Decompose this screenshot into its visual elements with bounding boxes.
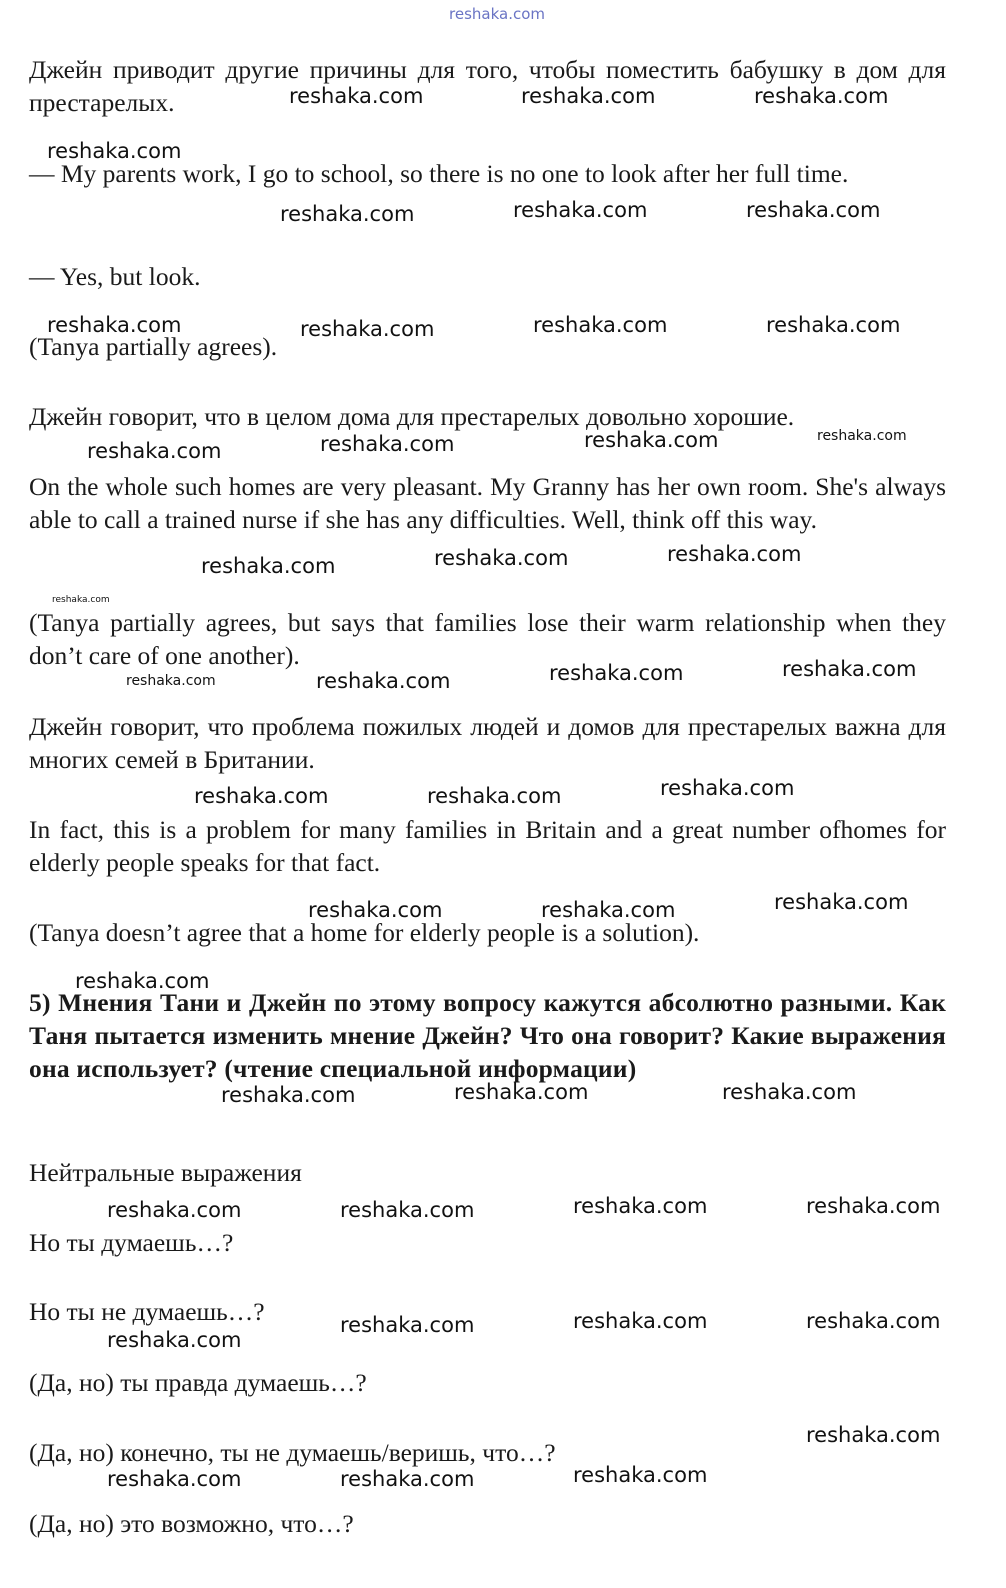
watermark: reshaka.com xyxy=(754,84,889,108)
watermark: reshaka.com xyxy=(340,1313,475,1337)
watermark: reshaka.com xyxy=(280,202,415,226)
watermark: reshaka.com xyxy=(75,969,210,993)
watermark: reshaka.com xyxy=(746,198,881,222)
expression-item: Но ты не думаешь…? xyxy=(29,1297,265,1326)
paragraph-jane-homes-good: Джейн говорит, что в целом дома для престарелых довольно хорошие. xyxy=(29,402,795,431)
watermark: reshaka.com xyxy=(533,313,668,337)
paragraph-tanya-partially-agrees: (Tanya partially agrees). xyxy=(29,332,278,361)
watermark: reshaka.com xyxy=(774,890,909,914)
watermark: reshaka.com xyxy=(521,84,656,108)
watermark: reshaka.com xyxy=(806,1423,941,1447)
paragraph-neutral-expressions: Нейтральные выражения xyxy=(29,1158,302,1187)
watermark: reshaka.com xyxy=(289,84,424,108)
watermark: reshaka.com xyxy=(47,313,182,337)
watermark: reshaka.com xyxy=(541,898,676,922)
paragraph-jane-reasons: Джейн приводит другие причины для того, чтобы поместить бабушку в дом для престарелых. xyxy=(29,55,946,117)
watermark: reshaka.com xyxy=(47,139,182,163)
watermark: reshaka.com xyxy=(52,595,110,605)
watermark: reshaka.com xyxy=(194,784,329,808)
watermark: reshaka.com xyxy=(300,317,435,341)
watermark: reshaka.com xyxy=(340,1467,475,1491)
watermark: reshaka.com xyxy=(449,5,545,23)
paragraph-homes-pleasant: On the whole such homes are very pleasant. My Granny has her own room. She's always able to call a trained nurse if she has any difficulties. Well, think off this way. xyxy=(29,472,946,534)
watermark: reshaka.com xyxy=(340,1198,475,1222)
paragraph-parents-work: — My parents work, I go to school, so there is no one to look after her full time. xyxy=(29,159,849,188)
watermark: reshaka.com xyxy=(201,554,336,578)
watermark: reshaka.com xyxy=(126,673,216,689)
watermark: reshaka.com xyxy=(434,546,569,570)
task-heading: 5) Мнения Тани и Джейн по этому вопросу кажутся абсолютно разными. Как Таня пытается изменить мнение Джейн? Что она говорит? Какие выражения она использует? (чтение специальной информации) xyxy=(29,988,946,1083)
watermark: reshaka.com xyxy=(427,784,562,808)
watermark: reshaka.com xyxy=(107,1198,242,1222)
watermark: reshaka.com xyxy=(87,439,222,463)
watermark: reshaka.com xyxy=(513,198,648,222)
watermark: reshaka.com xyxy=(221,1083,356,1107)
watermark: reshaka.com xyxy=(573,1194,708,1218)
watermark: reshaka.com xyxy=(584,428,719,452)
watermark: reshaka.com xyxy=(107,1467,242,1491)
watermark: reshaka.com xyxy=(782,657,917,681)
watermark: reshaka.com xyxy=(573,1309,708,1333)
paragraph-tanya-disagrees: (Tanya doesn’t agree that a home for elderly people is a solution). xyxy=(29,918,700,947)
expression-item: (Да, но) конечно, ты не думаешь/веришь, что…? xyxy=(29,1438,556,1467)
watermark: reshaka.com xyxy=(722,1080,857,1104)
watermark: reshaka.com xyxy=(817,428,907,444)
watermark: reshaka.com xyxy=(766,313,901,337)
watermark: reshaka.com xyxy=(806,1194,941,1218)
watermark: reshaka.com xyxy=(549,661,684,685)
watermark: reshaka.com xyxy=(573,1463,708,1487)
watermark: reshaka.com xyxy=(667,542,802,566)
watermark: reshaka.com xyxy=(107,1328,242,1352)
expression-item: (Да, но) ты правда думаешь…? xyxy=(29,1368,367,1397)
watermark: reshaka.com xyxy=(806,1309,941,1333)
watermark: reshaka.com xyxy=(308,898,443,922)
expression-item: Но ты думаешь…? xyxy=(29,1228,234,1257)
watermark: reshaka.com xyxy=(320,432,455,456)
expression-item: (Да, но) это возможно, что…? xyxy=(29,1509,354,1538)
paragraph-jane-problem: Джейн говорит, что проблема пожилых людей и домов для престарелых важна для многих семей в Британии. xyxy=(29,712,946,774)
paragraph-in-fact: In fact, this is a problem for many families in Britain and a great number ofhomes for elderly people speaks for that fact. xyxy=(29,815,946,877)
paragraph-tanya-families: (Tanya partially agrees, but says that families lose their warm relationship when they don’t care of one another). xyxy=(29,608,946,670)
watermark: reshaka.com xyxy=(660,776,795,800)
watermark: reshaka.com xyxy=(316,669,451,693)
paragraph-yes-but-look: — Yes, but look. xyxy=(29,262,201,291)
watermark: reshaka.com xyxy=(454,1080,589,1104)
